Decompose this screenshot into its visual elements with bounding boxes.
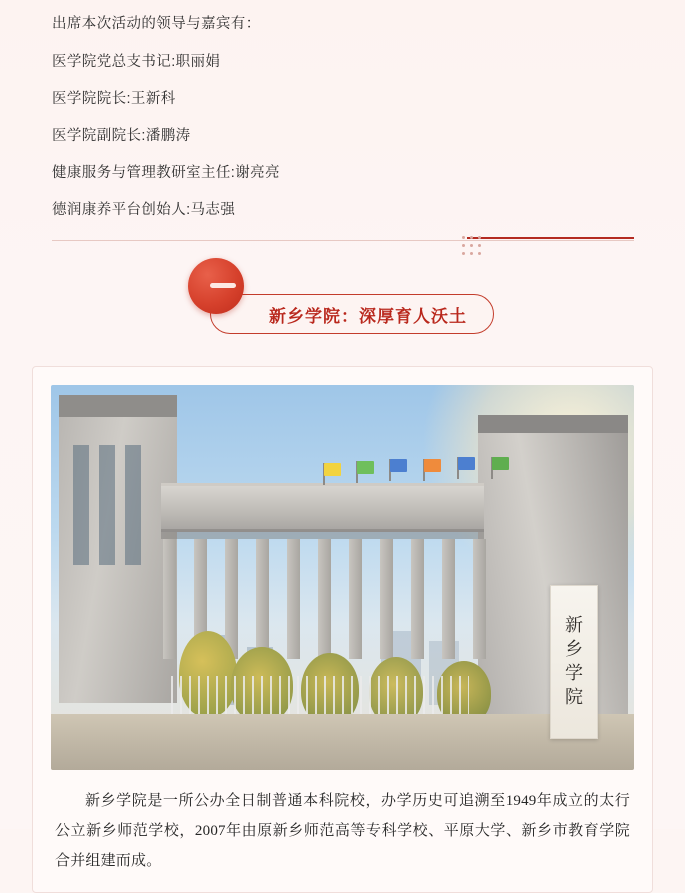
flag-blue [390,459,407,472]
flag-green [492,457,509,470]
campus-name-sign [550,585,598,739]
divider-line-long [52,240,634,241]
left-tower-cap [59,395,177,417]
flag-yellow [324,463,341,476]
guest-list-block [0,0,685,224]
article-paragraph: 新乡学院是一所公办全日制普通本科院校，办学历史可追溯至1949年成立的太行公立新乡师范学校，2007年由原新乡师范高等专科学校、平原大学、新乡市教育学院合并组建而成。 [55,793,630,869]
gate-fence [171,676,469,718]
sign-char: 学 [565,663,583,684]
guest-list-item: 医学院院长:王新科 [52,91,176,107]
sign-char: 新 [565,615,583,636]
guest-list-intro: 出席本次活动的领导与嘉宾有： [52,16,261,32]
guest-list-item: 健康服务与管理教研室主任:谢亮亮 [52,165,280,181]
dot-grid-decoration [462,236,484,258]
gate-beam [161,483,484,532]
tower-window [99,445,115,565]
flag-green [357,461,374,474]
flag-orange [424,459,441,472]
tower-window [73,445,89,565]
section-heading-text: 新乡学院：深厚育人沃土 [269,306,467,326]
guest-list-item: 德润康养平台创始人:马志强 [52,202,236,218]
heading-dash-mark [210,283,236,288]
section-heading-pill [210,294,494,334]
content-card [32,366,653,893]
divider-line-accent [467,237,634,239]
section-heading-zone [0,270,685,366]
sign-char: 院 [565,687,583,708]
section-divider [52,236,633,248]
flag-blue [458,457,475,470]
tower-window [125,445,141,565]
sign-char: 乡 [565,639,583,660]
campus-gate-photo [51,385,634,770]
guest-list-item: 医学院党总支书记:职丽娟 [52,54,221,70]
guest-list-item: 医学院副院长:潘鹏涛 [52,128,191,144]
right-building-cap [478,415,628,433]
foreground-ground [51,714,634,770]
gate-beam-shadow [161,529,484,539]
